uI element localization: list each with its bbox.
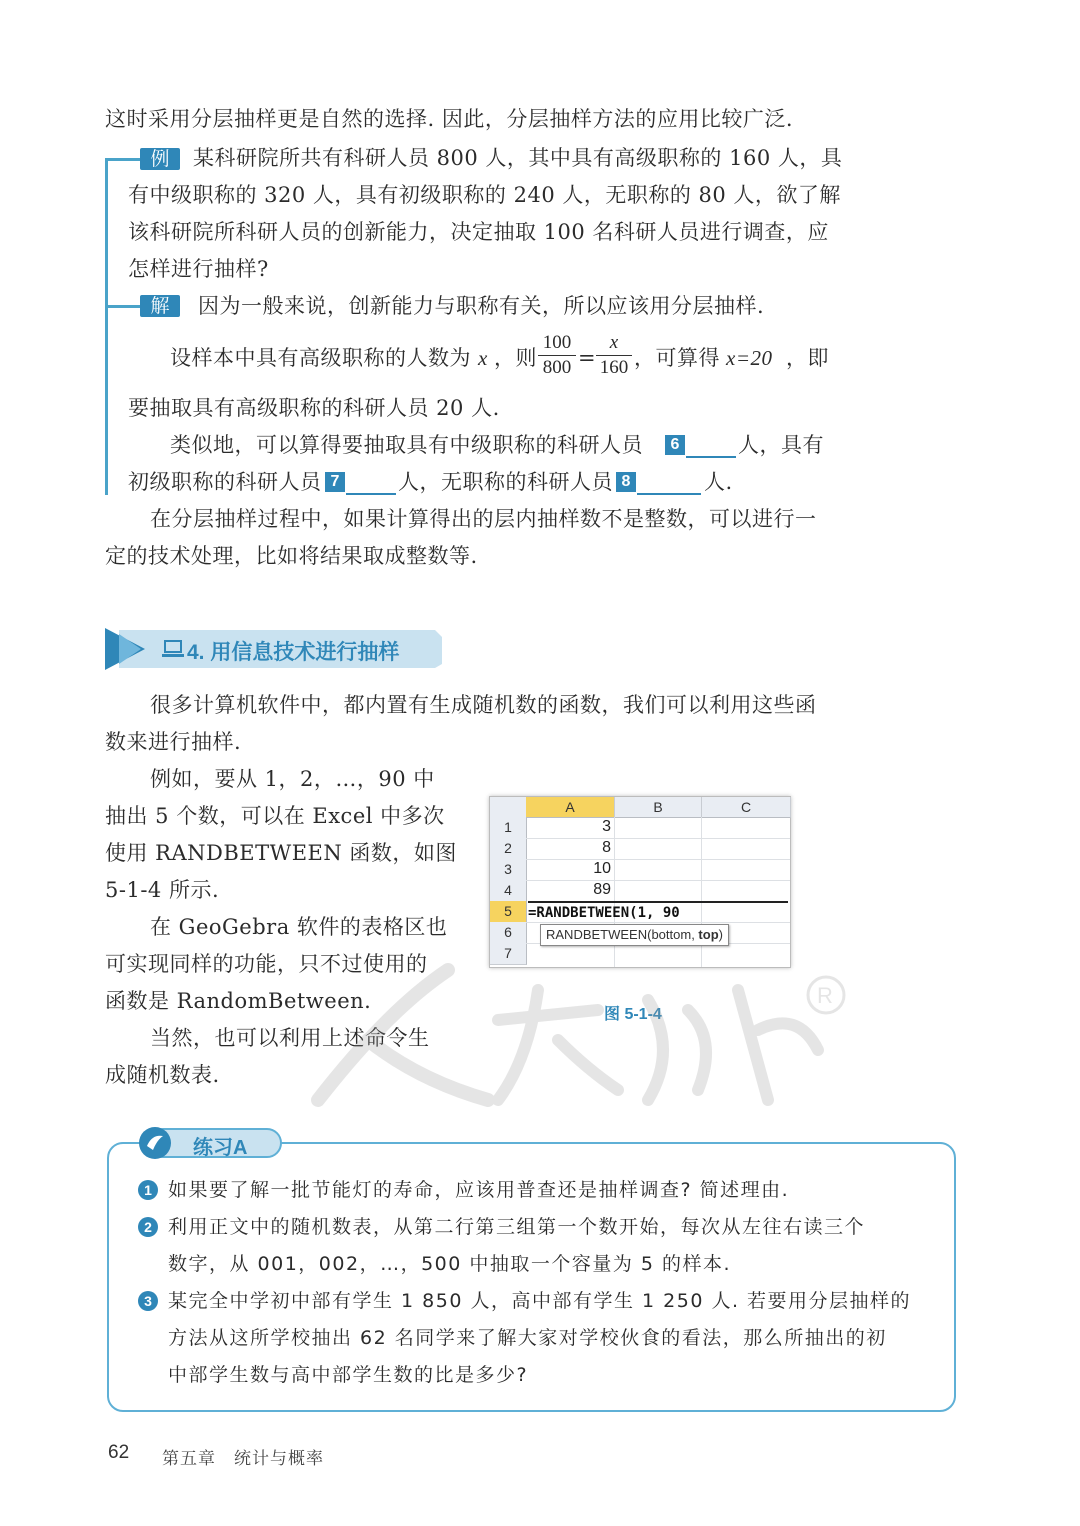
excel-row-5: 5 <box>490 901 527 923</box>
excel-screenshot <box>489 796 791 968</box>
left-column-line-9: 成随机数表. <box>105 1063 220 1087</box>
solution-line-4-pre: 类似地，可以算得要抽取具有中级职称的科研人员 <box>170 433 643 457</box>
practice-item-2-line-1: 利用正文中的随机数表，从第二行第三组第一个数开始，每次从左往右读三个 <box>168 1216 866 1238</box>
solution-line-2-mid: ，则 <box>494 346 537 370</box>
excel-tooltip <box>540 924 729 946</box>
excel-cell-a1: 3 <box>602 818 611 835</box>
example-line-4: 怎样进行抽样? <box>128 257 269 281</box>
solution-line-2-post: ，可算得 <box>634 346 720 370</box>
tooltip-close: ) <box>718 927 723 942</box>
practice-number-2: 2 <box>138 1217 158 1237</box>
blank-number-6: 6 <box>665 435 685 455</box>
practice-number-1: 1 <box>138 1180 158 1200</box>
example-bracket <box>105 159 108 495</box>
tooltip-text: RANDBETWEEN(bottom, <box>546 927 699 942</box>
excel-column-b: B <box>615 797 702 818</box>
fraction-numerator: 100 <box>542 332 572 353</box>
excel-column-a: A <box>526 797 615 818</box>
practice-item-3-line-1: 某完全中学初中部有学生 1 850 人，高中部有学生 1 250 人. 若要用分层抽样的 <box>168 1290 912 1312</box>
solution-line-4-post: 人，具有 <box>738 433 824 457</box>
solution-line-5-mid: 人，无职称的科研人员 <box>398 470 613 494</box>
blank-8-underline[interactable] <box>637 493 701 495</box>
left-column-line-3: 使用 RANDBETWEEN 函数，如图 <box>105 841 457 865</box>
after-paragraph-line-2: 定的技术处理，比如将结果取成整数等. <box>105 544 478 568</box>
practice-title: 练习A <box>193 1137 248 1159</box>
fraction-bar <box>596 355 632 356</box>
practice-item-1-line-1: 如果要了解一批节能灯的寿命，应该用普查还是抽样调查? 简述理由. <box>168 1179 790 1201</box>
fraction-bar <box>538 355 576 356</box>
excel-corner <box>490 797 527 818</box>
section-banner <box>105 628 445 670</box>
excel-cell-a2: 8 <box>602 839 611 856</box>
fraction-numerator: x <box>609 332 619 353</box>
practice-header <box>135 1126 285 1160</box>
chapter-title: 第五章 统计与概率 <box>162 1449 324 1469</box>
equals-sign: = <box>578 346 597 370</box>
solution-line-2-end: ，即 <box>786 346 829 370</box>
excel-row-2: 2 <box>490 838 527 860</box>
section-paragraph-line-1: 很多计算机软件中，都内置有生成随机数的函数，我们可以利用这些函 <box>150 693 817 717</box>
variable-x: x <box>478 346 488 370</box>
excel-row-6: 6 <box>490 922 527 944</box>
left-column-line-1: 例如，要从 1，2，…，90 中 <box>150 767 435 791</box>
figure-caption: 图 5-1-4 <box>604 1006 662 1023</box>
left-column-line-2: 抽出 5 个数，可以在 Excel 中多次 <box>105 804 445 828</box>
left-column-line-4: 5-1-4 所示. <box>105 878 220 902</box>
excel-row-1: 1 <box>490 817 527 839</box>
laptop-icon <box>162 640 184 658</box>
section-title: 4. 用信息技术进行抽样 <box>187 641 400 664</box>
solution-tag-line <box>105 305 145 308</box>
example-line-1: 某科研院所共有科研人员 800 人，其中具有高级职称的 160 人，具 <box>193 146 843 170</box>
fraction-x-160 <box>596 333 632 378</box>
solution-line-3: 要抽取具有高级职称的科研人员 20 人. <box>128 396 500 420</box>
practice-item-3-line-2: 方法从这所学校抽出 62 名同学来了解大家对学校伙食的看法，那么所抽出的初 <box>168 1327 887 1349</box>
blank-7-underline[interactable] <box>346 493 396 495</box>
example-tag-line <box>105 158 145 161</box>
intro-line: 这时采用分层抽样更是自然的选择. 因此，分层抽样方法的应用比较广泛. <box>105 107 794 131</box>
after-paragraph-line-1: 在分层抽样过程中，如果计算得出的层内抽样数不是整数，可以进行一 <box>150 507 817 531</box>
excel-row-3: 3 <box>490 859 527 881</box>
excel-row-4: 4 <box>490 880 527 902</box>
page-number: 62 <box>108 1442 130 1463</box>
solution-line-5-end: 人. <box>704 470 733 494</box>
excel-formula-cell[interactable]: =RANDBETWEEN(1, 90 <box>528 901 788 923</box>
publisher-watermark <box>298 950 858 1120</box>
fraction-100-800 <box>538 333 576 378</box>
practice-item-2-line-2: 数字，从 001，002，…，500 中抽取一个容量为 5 的样本. <box>168 1253 732 1275</box>
left-column-line-5: 在 GeoGebra 软件的表格区也 <box>150 915 448 939</box>
solution-line-5-pre: 初级职称的科研人员 <box>128 470 322 494</box>
fraction-denominator: 160 <box>599 357 629 378</box>
left-column-line-7: 函数是 RandomBetween. <box>105 989 372 1013</box>
excel-row-7: 7 <box>490 943 527 965</box>
example-tag: 例 <box>140 148 180 170</box>
fraction-denominator: 800 <box>542 357 572 378</box>
tooltip-bold-arg: top <box>698 927 719 942</box>
excel-cell-a3: 10 <box>593 860 611 877</box>
example-line-3: 该科研院所科研人员的创新能力，决定抽取 100 名科研人员进行调查，应 <box>128 220 829 244</box>
blank-number-7: 7 <box>325 472 345 492</box>
practice-item-3-line-3: 中部学生数与高中部学生数的比是多少? <box>168 1364 529 1386</box>
left-column-line-6: 可实现同样的功能，只不过使用的 <box>105 952 428 976</box>
practice-number-3: 3 <box>138 1291 158 1311</box>
solution-line-2-pre: 设样本中具有高级职称的人数为 <box>170 346 471 370</box>
example-line-2: 有中级职称的 320 人，具有初级职称的 240 人，无职称的 80 人，欲了解 <box>128 183 841 207</box>
solution-result: x=20 <box>726 346 773 370</box>
solution-tag: 解 <box>140 295 180 317</box>
excel-column-c: C <box>702 797 791 818</box>
left-column-line-8: 当然，也可以利用上述命令生 <box>150 1026 430 1050</box>
blank-6-underline[interactable] <box>686 456 736 458</box>
section-paragraph-line-2: 数来进行抽样. <box>105 730 242 754</box>
excel-cell-a4: 89 <box>593 881 611 898</box>
blank-number-8: 8 <box>616 472 636 492</box>
svg-text:R: R <box>817 983 833 1008</box>
solution-line-1: 因为一般来说，创新能力与职称有关，所以应该用分层抽样. <box>198 294 765 318</box>
